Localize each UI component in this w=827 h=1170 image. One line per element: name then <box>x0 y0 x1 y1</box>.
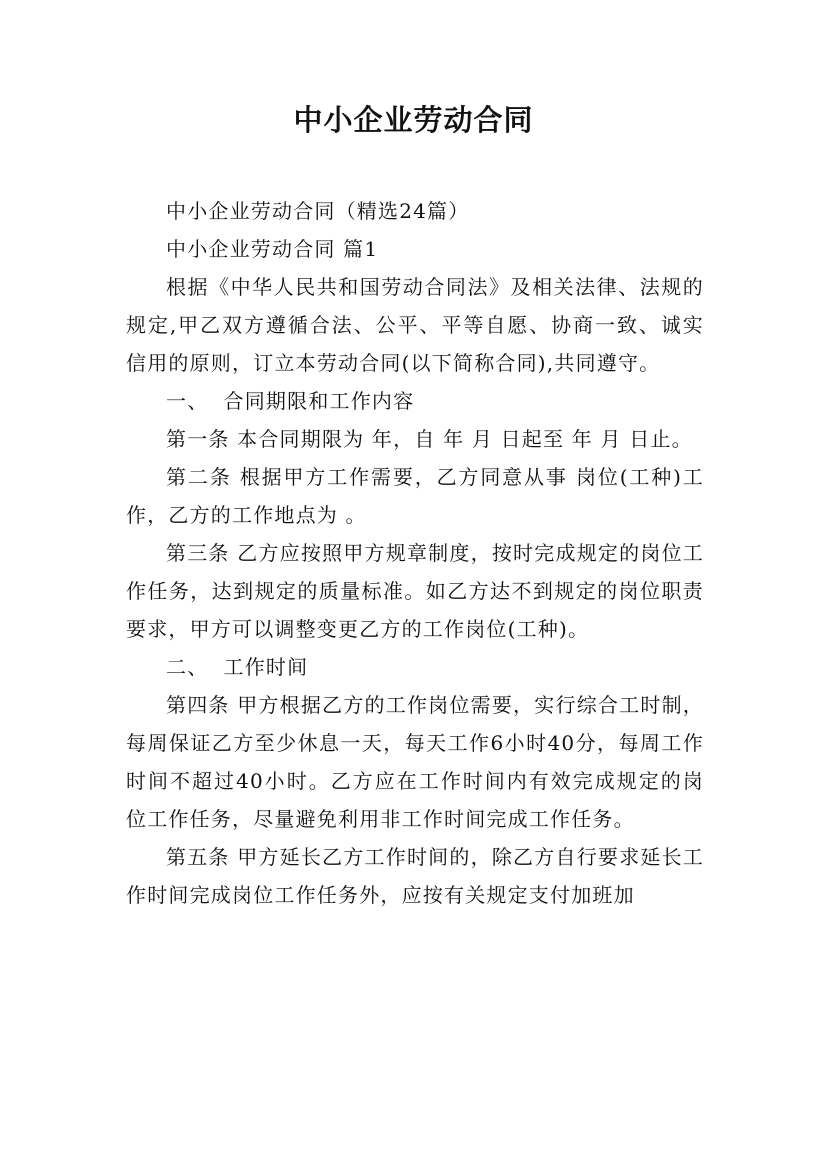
document-body <box>126 192 704 914</box>
paragraph-clause-5: 第五条 甲方延长乙方工作时间的，除乙方自行要求延长工作时间完成岗位工作任务外，应按有关规定支付加班加 <box>126 845 704 907</box>
document-title: 中小企业劳动合同 <box>293 103 534 137</box>
paragraph-clause-4: 第四条 甲方根据乙方的工作岗位需要，实行综合工时制，每周保证乙方至少休息一天，每天工作6小时40分，每周工作时间不超过40小时。乙方应在工作时间内有效完成规定的岗位工作任务，尽量避免利用非工作时间完成工作任务。 <box>126 693 704 831</box>
paragraph-clause-2: 第二条 根据甲方工作需要，乙方同意从事 岗位(工种)工作，乙方的工作地点为 。 <box>126 465 704 527</box>
paragraph-clause-3: 第三条 乙方应按照甲方规章制度，按时完成规定的岗位工作任务，达到规定的质量标准。如乙方达不到规定的岗位职责要求，甲方可以调整变更乙方的工作岗位(工种)。 <box>126 541 704 641</box>
section-heading-term-and-work: 一、 合同期限和工作内容 <box>166 389 415 413</box>
paragraph-article-heading: 中小企业劳动合同 篇1 <box>166 237 379 261</box>
section-heading-working-hours: 二、 工作时间 <box>166 655 309 679</box>
paragraph-preamble: 根据《中华人民共和国劳动合同法》及相关法律、法规的规定,甲乙双方遵循合法、公平、平等自愿、协商一致、诚实信用的原则，订立本劳动合同(以下简称合同),共同遵守。 <box>126 275 704 375</box>
paragraph-collection-title: 中小企业劳动合同（精选24篇） <box>166 199 470 223</box>
paragraph-clause-1: 第一条 本合同期限为 年，自 年 月 日起至 年 月 日止。 <box>166 427 693 451</box>
